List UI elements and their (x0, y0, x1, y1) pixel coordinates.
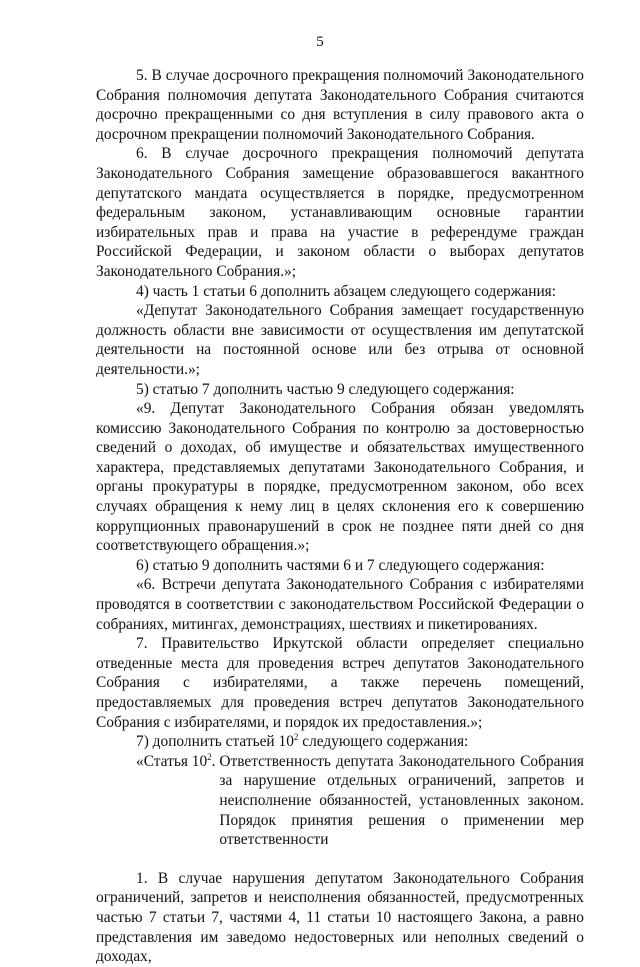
paragraph-6: 6. В случае досрочного прекращения полномочий депутата Законодательного Собрания замещение образовавшегося вакантного депутатского мандата осуществляется в порядке, предусмотренном федеральным законом, устанавливающим основные гарантии избирательных прав и права на участие в референдуме граждан Российской Федерации, и законом области о выборах депутатов Законодательного Собрания.»; (96, 145, 584, 280)
item-5: 5) статью 7 дополнить частью 9 следующего содержания: (136, 380, 515, 398)
item-7-prefix: 7) дополнить статьей 10 (136, 733, 294, 751)
item-5-quote: «9. Депутат Законодательного Собрания обязан уведомлять комиссию Законодательного Собрания по контролю за достоверностью сведений о доходах, об имуществе и обязательствах имущественного характера, представляемых депутатами Законодательного Собрания, и органы прокуратуры в порядке, предусмотренном законом, обо всех случаях обращения к нему лиц в целях склонения его к совершению коррупционных правонарушений в срок не позднее пяти дней со дня соответствующего обращения.»; (96, 400, 584, 555)
article-number-text: «Статья 10 (136, 752, 208, 770)
article-heading (96, 752, 584, 850)
article-number-superscript: 2 (207, 751, 212, 762)
article-number-dot: . (211, 752, 216, 770)
item-7 (96, 732, 584, 752)
article-paragraph-1: 1. В случае нарушения депутатом Законодательного Собрания ограничений, запретов и неисполнения обязанностей, предусмотренных частью 7 статьи 7, частями 4, 11 статьи 10 настоящего Закона, а равно представления им заведомо недостоверных или неполных сведений о доходах, (96, 869, 584, 966)
item-7-superscript: 2 (293, 732, 299, 743)
item-7-suffix: следующего содержания: (298, 733, 469, 751)
article-title: Ответственность депутата Законодательного Собрания за нарушение отдельных ограничений, запретов и неисполнение обязанностей, установленных законом. Порядок принятия решения о применении мер ответственности (219, 752, 584, 849)
item-6: 6) статью 9 дополнить частями 6 и 7 следующего содержания: (136, 556, 545, 574)
document-body (96, 66, 584, 967)
item-4-quote: «Депутат Законодательного Собрания замещает государственную должность области вне зависимости от осуществления им депутатской деятельности на постоянной основе или без отрыва от основной деятельности.»; (96, 302, 584, 378)
article-number (96, 752, 219, 850)
item-6-quote-part-6: «6. Встречи депутата Законодательного Собрания с избирателями проводятся в соответствии с законодательством Российской Федерации о собраниях, митингах, демонстрациях, шествиях и пикетированиях. (96, 576, 584, 633)
item-4: 4) часть 1 статьи 6 дополнить абзацем следующего содержания: (136, 282, 557, 300)
page-number: 5 (316, 34, 324, 50)
paragraph-5: 5. В случае досрочного прекращения полномочий Законодательного Собрания полномочия депутата Законодательного Собрания считаются досрочно прекращенными со дня вступления в силу правового акта о досрочном прекращении полномочий Законодательного Собрания. (96, 67, 584, 143)
item-6-quote-part-7: 7. Правительство Иркутской области определяет специально отведенные места для проведения встреч депутатов Законодательного Собрания с избирателями, а также перечень помещений, предоставляемых для проведения встреч депутатов Законодательного Собрания с избирателями, и порядок их предоставления.»; (96, 635, 584, 731)
